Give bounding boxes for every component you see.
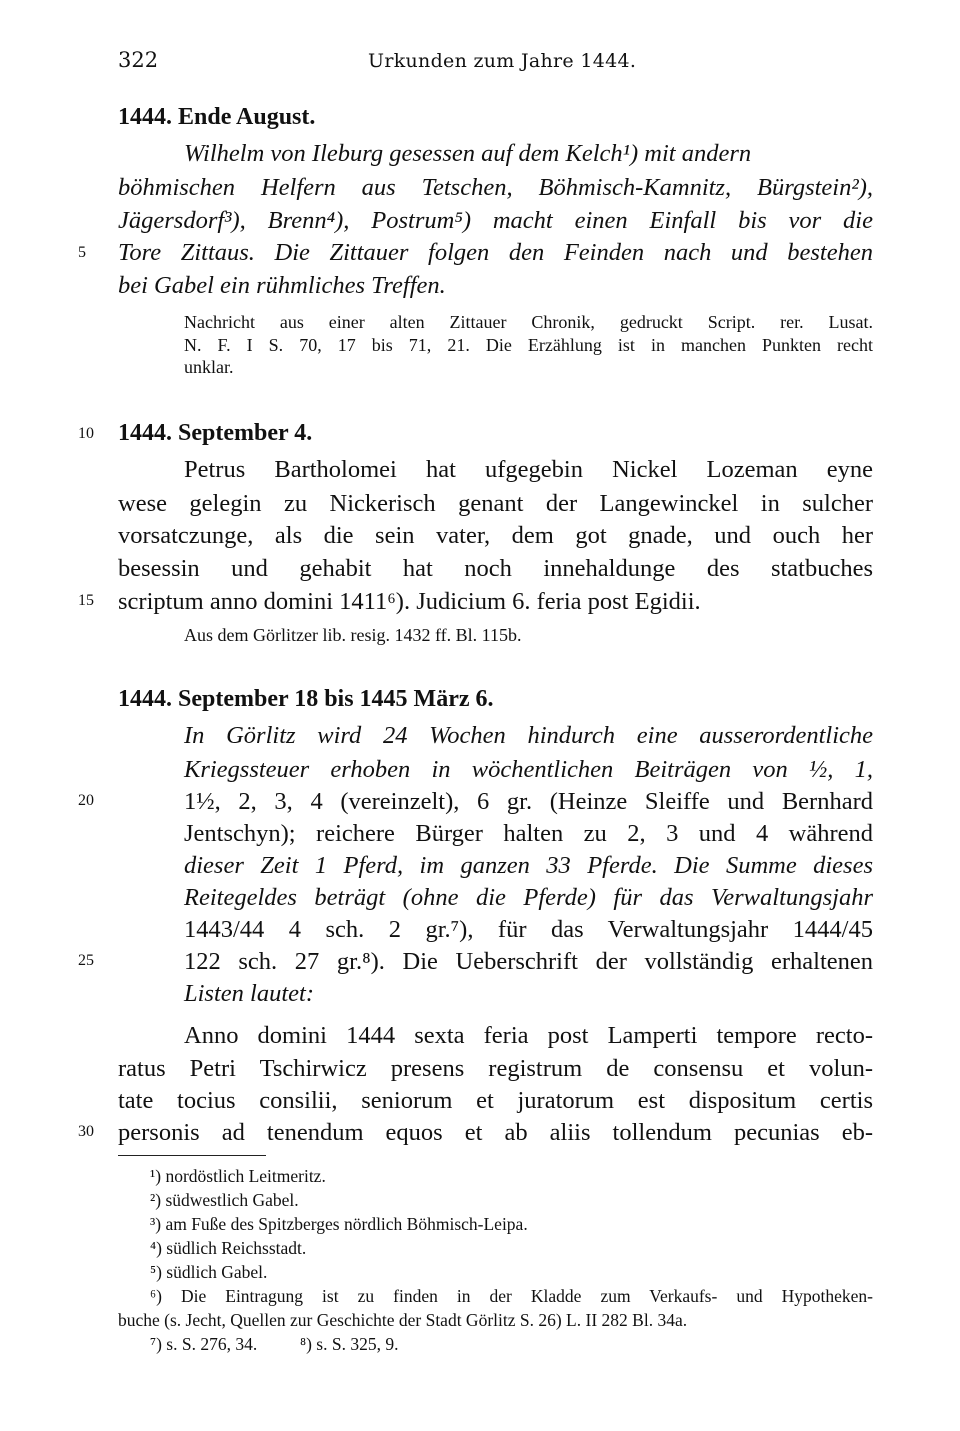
summary-line: Jägersdorf³), Brenn⁴), Postrum⁵) macht einen Einfall bis vor die (118, 207, 873, 234)
source-note: Nachricht aus einer alten Zittauer Chronik, gedruckt Script. rer. Lusat. (184, 312, 873, 332)
text-line: dieser Zeit 1 Pferd, im ganzen 33 Pferde. Die Summe dieses (184, 852, 873, 879)
footnote: ⁶) Die Eintragung ist zu finden in der Kladde zum Verkaufs- und Hypotheken- (150, 1286, 873, 1306)
footnote: buche (s. Jecht, Quellen zur Geschichte der Stadt Görlitz S. 26) L. II 282 Bl. 34a. (118, 1310, 688, 1330)
summary-line: böhmischen Helfern aus Tetschen, Böhmisch-Kamnitz, Bürgstein²), (118, 174, 873, 201)
footnote: ⁷) s. S. 276, 34. (150, 1334, 258, 1354)
line-number: 30 (78, 1123, 94, 1140)
text-line: Kriegssteuer erhoben in wöchentlichen Beiträgen von ½, 1, (184, 756, 873, 783)
page-number: 322 (118, 48, 159, 72)
text-line: scriptum anno domini 1411⁶). Judicium 6. feria post Egidii. (118, 588, 701, 615)
line-number: 25 (78, 952, 94, 969)
text-line: wese gelegin zu Nickerisch genant der Langewinckel in sulcher (118, 490, 873, 517)
footnote: ⁵) südlich Gabel. (150, 1262, 268, 1282)
line-number: 20 (78, 792, 94, 809)
line-number: 15 (78, 592, 94, 609)
text-line: In Görlitz wird 24 Wochen hindurch eine ausserordentliche (184, 722, 873, 749)
line-number: 10 (78, 425, 94, 442)
running-title: Urkunden zum Jahre 1444. (368, 50, 637, 72)
summary-line: Tore Zittaus. Die Zittauer folgen den Feinden nach und bestehen (118, 239, 873, 266)
text-line: Reitegeldes beträgt (ohne die Pferde) für das Verwaltungsjahr (184, 884, 873, 911)
footnote: ⁸) s. S. 325, 9. (300, 1334, 399, 1354)
footnote: ³) am Fuße des Spitzberges nördlich Böhmisch-Leipa. (150, 1214, 528, 1234)
line-number: 5 (78, 244, 86, 261)
text-line: Jentschyn); reichere Bürger halten zu 2, 3 und 4 während (184, 820, 873, 847)
quoted-latin-line: Anno domini 1444 sexta feria post Lamperti tempore recto- (184, 1022, 873, 1049)
footnote-separator (118, 1155, 266, 1156)
source-note: unklar. (184, 357, 234, 377)
footnote: ¹) nordöstlich Leitmeritz. (150, 1166, 326, 1186)
text-line: vorsatczunge, als die sein vater, dem got gnade, und ouch her (118, 522, 873, 549)
entry-date-heading: 1444. September 18 bis 1445 März 6. (118, 686, 494, 712)
quoted-latin-line: personis ad tenendum equos et ab aliis tollendum pecunias eb- (118, 1119, 873, 1146)
text-line: 1½, 2, 3, 4 (vereinzelt), 6 gr. (Heinze Sleiffe und Bernhard (184, 788, 873, 815)
entry-date-heading: 1444. September 4. (118, 420, 313, 446)
entry-date-heading: 1444. Ende August. (118, 104, 316, 130)
summary-line: bei Gabel ein rühmliches Treffen. (118, 272, 446, 299)
text-line: besessin und gehabit hat noch innehaldunge des statbuches (118, 555, 873, 582)
footnote: ⁴) südlich Reichsstadt. (150, 1238, 307, 1258)
quoted-latin-line: ratus Petri Tschirwicz presens registrum de consensu et volun- (118, 1055, 873, 1082)
source-note: N. F. I S. 70, 17 bis 71, 21. Die Erzählung ist in manchen Punkten recht (184, 335, 873, 355)
source-note: Aus dem Görlitzer lib. resig. 1432 ff. Bl. 115b. (184, 625, 522, 645)
summary-line: Wilhelm von Ileburg gesessen auf dem Kelch¹) mit andern (184, 140, 752, 167)
text-line: Petrus Bartholomei hat ufgegebin Nickel Lozeman eyne (184, 456, 873, 483)
quoted-latin-line: tate tocius consilii, seniorum et juratorum est dispositum certis (118, 1087, 873, 1114)
text-line: 122 sch. 27 gr.⁸). Die Ueberschrift der vollständig erhaltenen (184, 948, 873, 975)
text-line: 1443/44 4 sch. 2 gr.⁷), für das Verwaltungsjahr 1444/45 (184, 916, 873, 943)
text-line: Listen lautet: (184, 980, 314, 1007)
footnote: ²) südwestlich Gabel. (150, 1190, 299, 1210)
